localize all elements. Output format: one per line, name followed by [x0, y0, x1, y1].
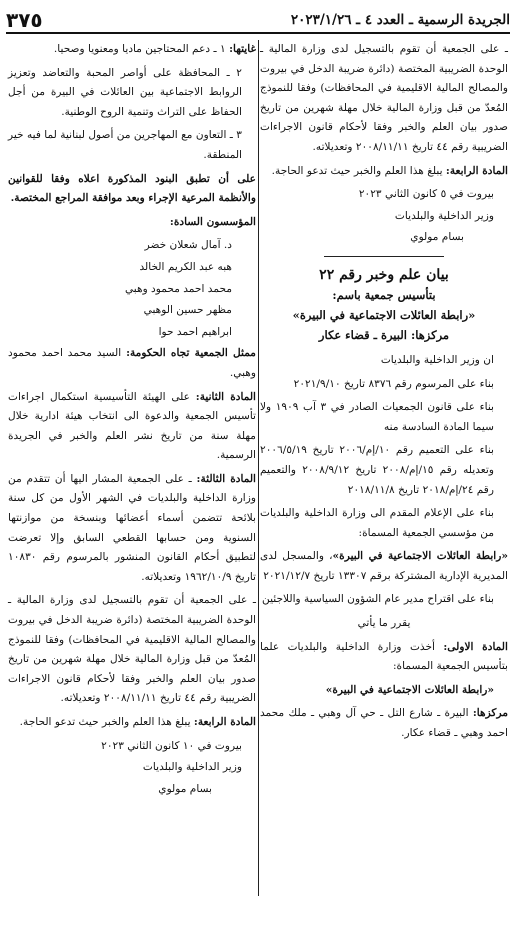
article-three: [8, 470, 256, 588]
representative-text: السيد محمد احمد محمود وهبي.: [8, 347, 256, 379]
goals-label: غايتها:: [229, 43, 256, 55]
article-text: أخذت وزارة الداخلية والبلديات علما بتأسيس الجمعية المسماة:: [260, 640, 508, 673]
article-label: المادة الرابعة:: [193, 716, 256, 728]
announcement-association-name: «رابطة العائلات الاجتماعية في البيرة»: [292, 307, 476, 322]
announcement-title: بيان علم وخبر رقم ٢٢: [319, 266, 449, 283]
article-text: على الهيئة التأسيسية استكمال اجراءات تأسيس الجمعية والدعوة الى انتخاب هيئة ادارية خلال مهلة سنة من تاريخ نشر العلم والخبر في الجريدة الرسمية.: [8, 390, 256, 462]
representative-label: ممثل الجمعية تجاه الحكومة:: [126, 347, 256, 360]
gazette-title: الجريدة الرسمية ـ العدد ٤ ـ ٢٠٢٣/١/٢٦: [290, 12, 510, 28]
notice-line: بناء على الإعلام المقدم الى وزارة الداخلية والبلديات من مؤسسي الجمعية المسماة:: [260, 507, 494, 539]
page-number: ٣٧٥: [6, 8, 43, 32]
article-text: يبلغ هذا العلم والخبر حيث تدعو الحاجة.: [19, 716, 194, 728]
minister-line: ان وزير الداخلية والبلديات: [380, 353, 494, 366]
founder-name: هبه عبد الكريم الخالد: [139, 260, 232, 273]
section-separator: [324, 256, 444, 257]
article-four: [260, 162, 508, 182]
signature-title: وزير الداخلية والبلديات: [142, 761, 242, 774]
article-one: [260, 638, 508, 677]
left-column: [8, 40, 256, 801]
signature-block: [260, 185, 508, 248]
headquarters-label: مركزها:: [472, 707, 508, 720]
tax-registration-paragraph: ـ على الجمعية أن تقوم بالتسجيل لدى وزارة المالية ـ الوحدة الضريبية المختصة (دائرة ضريبة الدخل في بيروت والمصالح المالية الاقليمية في المحافظات) وفقا للنموذج المُعدّ من قبل وزارة المالية خلال مهلة شهرين من تاريخ صدور بيان العلم والخبر وفقا لأحكام قانون الاجراءات الضريبية رقم ٤٤ تاريخ ٢٠٠٨/١١/١١ وتعديلاته.: [260, 43, 508, 153]
article-label: المادة الرابعة:: [445, 164, 508, 177]
article-label: المادة الاولى:: [443, 640, 508, 653]
article-text: يبلغ هذا العلم والخبر حيث تدعو الحاجة.: [271, 164, 446, 177]
signature-name: بسام مولوي: [410, 231, 464, 244]
association-name: «رابطة العائلات الاجتماعية في البيرة»: [332, 550, 508, 563]
founder-name: مظهر حسين الوهبي: [143, 304, 232, 317]
article-one-association-name: «رابطة العائلات الاجتماعية في البيرة»: [325, 683, 494, 696]
circular-line: بناء على التعميم رقم ١٠/إم/٢٠٠٦ تاريخ ٢٠٠٦/٥/١٩ وتعديله رقم ١٥/إم/٢٠٠٨ تاريخ ٢٠٠٨/٩/١٢ والتعميم رقم ٢٤/إم/٢٠١٨ تاريخ ٢٠١٨/١١/٨: [260, 444, 494, 496]
decree-line: بناء على المرسوم رقم ٨٣٧٦ تاريخ ٢٠٢١/٩/١٠: [293, 377, 494, 390]
signature-name: بسام مولوي: [158, 782, 212, 795]
goal-one: [8, 40, 256, 60]
announcement-subtitle: بتأسيس جمعية باسم:: [332, 287, 436, 302]
government-representative: [8, 344, 256, 383]
tax-registration-paragraph: ـ على الجمعية أن تقوم بالتسجيل لدى وزارة المالية ـ الوحدة الضريبية المختصة (دائرة ضريبة الدخل في بيروت والمصالح المالية الاقليمية في المحافظات) وفقا للنموذج المُعدّ من قبل وزارة المالية خلال مهلة شهرين من تاريخ صدور بيان العلم والخبر وفقا لأحكام قانون الاجراءات الضريبية رقم ٤٤ تاريخ ٢٠٠٨/١١/١١ وتعديلاته.: [8, 594, 256, 705]
association-registration: [260, 547, 508, 586]
founder-name: د. آمال شعلان خضر: [144, 239, 232, 252]
founders-label: المؤسسون السادة:: [169, 215, 256, 228]
headquarters-line: [260, 704, 508, 743]
headquarters-text: البيرة ـ شارع التل ـ حي آل وهبي ـ ملك محمد احمد وهبي ـ قضاء عكار.: [260, 707, 508, 740]
signature-title: وزير الداخلية والبلديات: [394, 209, 494, 222]
apply-clause: على أن تطبق البنود المذكورة اعلاه وفقا للقوانين والأنظمة المرعية الإجراء وبعد موافقة المراجع المختصة.: [8, 172, 256, 205]
article-two: [8, 388, 256, 466]
announcement-headquarters: مركزها: البيرة ـ قضاء عكار: [318, 327, 450, 342]
goal-three: ٣ ـ التعاون مع المهاجرين من أصول لبنانية لما فيه خير المنطقة.: [8, 129, 242, 161]
law-line: بناء على قانون الجمعيات الصادر في ٣ آب ١٩٠٩ ولا سيما المادة السادسة منه: [260, 401, 494, 433]
article-text: ـ على الجمعية المشار اليها أن تتقدم من وزارة الداخلية والبلديات في الشهر الأول من كل سنة بلائحة تتضمن أسماء أعضائها وبنسخة من موازنتها السنوية ومن حسابها القطعي السابق وإلا تعرضت لتطبيق أحكام القانون المنشور بالمرسوم رقم ١٠٨٣٠ تاريخ ١٩٦٢/١٠/٩ وتعديلاته.: [8, 472, 256, 583]
article-label: المادة الثالثة:: [196, 472, 257, 485]
goal-one-text: ١ ـ دعم المحتاجين ماديا ومعنويا وصحيا.: [53, 43, 230, 55]
signature-block: [8, 737, 256, 800]
founder-name: محمد احمد محمود وهبي: [124, 282, 232, 295]
right-column: [260, 40, 508, 748]
article-four: [8, 713, 256, 733]
decides-heading: يقرر ما يأتي: [357, 617, 411, 630]
registration-text: ، والمسجل لدى المديرية الإدارية المشتركة برقم ١٣٣٠٧ تاريخ ٢٠٢١/١٢/٧: [260, 550, 508, 582]
signature-date: بيروت في ٥ كانون الثاني ٢٠٢٣: [358, 188, 494, 201]
founder-name: ابراهيم احمد حوا: [158, 325, 232, 338]
proposal-line: بناء على اقتراح مدير عام الشؤون السياسية واللاجئين: [262, 593, 494, 606]
signature-date: بيروت في ١٠ كانون الثاني ٢٠٢٣: [101, 739, 242, 752]
goal-two: ٢ ـ المحافظة على أواصر المحبة والتعاضد وتعزيز الروابط الاجتماعية بين العائلات في البيرة من أجل الحفاظ على التراث وتنمية الروح الوطنية.: [8, 66, 242, 118]
article-label: المادة الثانية:: [195, 390, 257, 403]
founders-list: [8, 236, 256, 342]
column-divider: [258, 40, 259, 896]
page-header: [6, 8, 510, 34]
